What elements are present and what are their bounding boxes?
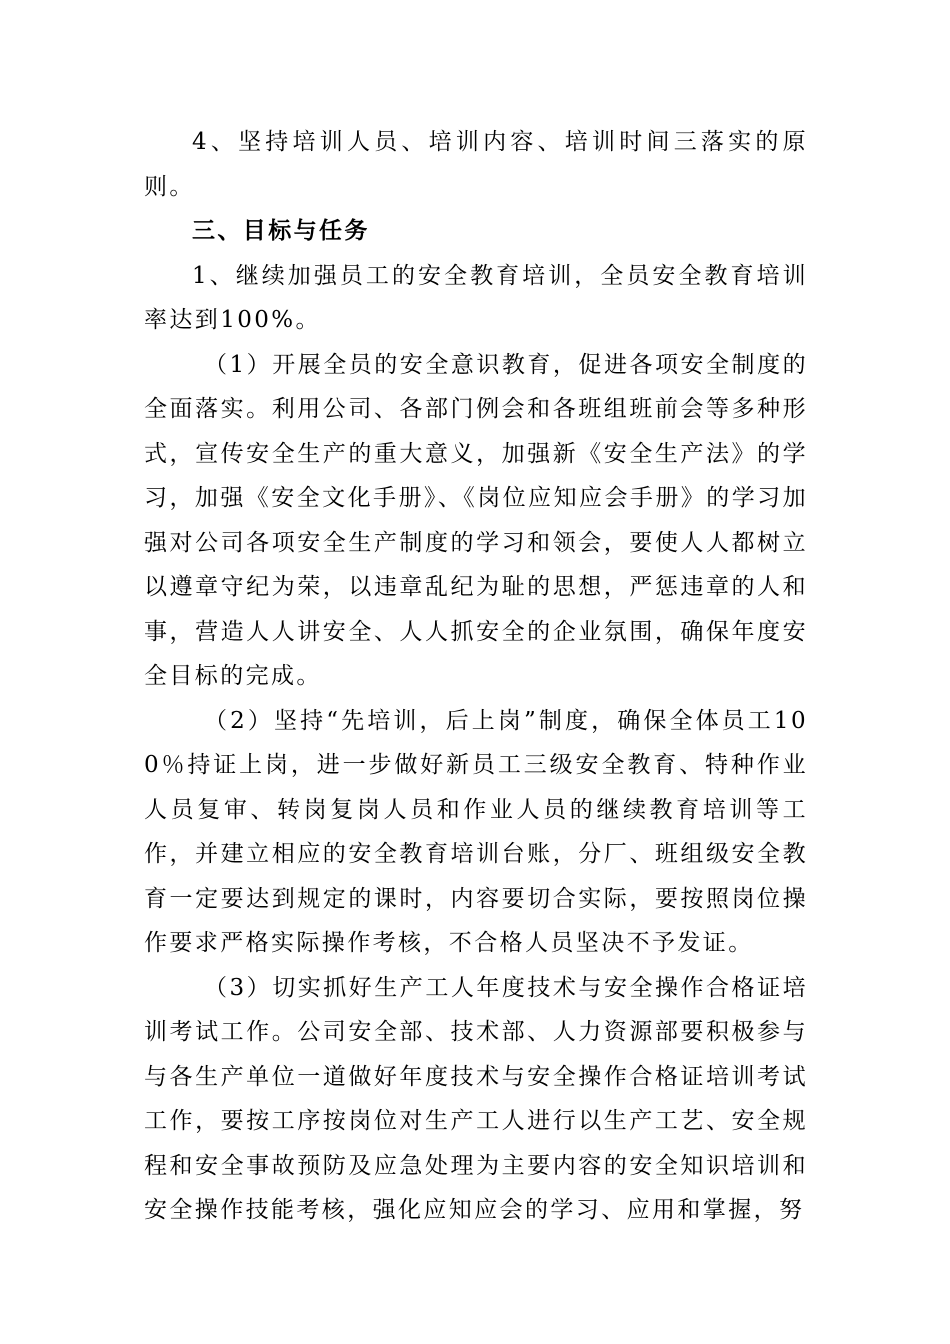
goal-paragraph-1: 1、继续加强员工的安全教育培训，全员安全教育培训率达到100%。 [144, 262, 808, 333]
sub-paragraph-2: （2）坚持“先培训，后上岗”制度，确保全体员工100％持证上岗，进一步做好新员工三级安全教育、特种作业人员复审、转岗复岗人员和作业人员的继续教育培训等工作，并建立相应的安全教育培训台账，分厂、班组级安全教育一定要达到规定的课时，内容要切合实际，要按照岗位操作要求严格实际操作考核，不合格人员坚决不予发证。 [144, 707, 808, 956]
sub-paragraph-1: （1）开展全员的安全意识教育，促进各项安全制度的全面落实。利用公司、各部门例会和各班组班前会等多种形式，宣传安全生产的重大意义，加强新《安全生产法》的学习，加强《安全文化手册》、《岗位应知应会手册》的学习加强对公司各项安全生产制度的学习和领会，要使人人都树立以遵章守纪为荣，以违章乱纪为耻的思想，严惩违章的人和事，营造人人讲安全、人人抓安全的企业氛围，确保年度安全目标的完成。 [144, 351, 808, 689]
sub-paragraph-3: （3）切实抓好生产工人年度技术与安全操作合格证培训考试工作。公司安全部、技术部、人力资源部要积极参与与各生产单位一道做好年度技术与安全操作合格证培训考试工作，要按工序按岗位对生产工人进行以生产工艺、安全规程和安全事故预防及应急处理为主要内容的安全知识培训和安全操作技能考核，强化应知应会的学习、应用和掌握，努 [144, 974, 808, 1223]
section-heading: 三、目标与任务 [192, 218, 370, 244]
document-page [144, 120, 808, 1233]
principle-item-4: 4、坚持培训人员、培训内容、培训时间三落实的原则。 [144, 129, 808, 200]
